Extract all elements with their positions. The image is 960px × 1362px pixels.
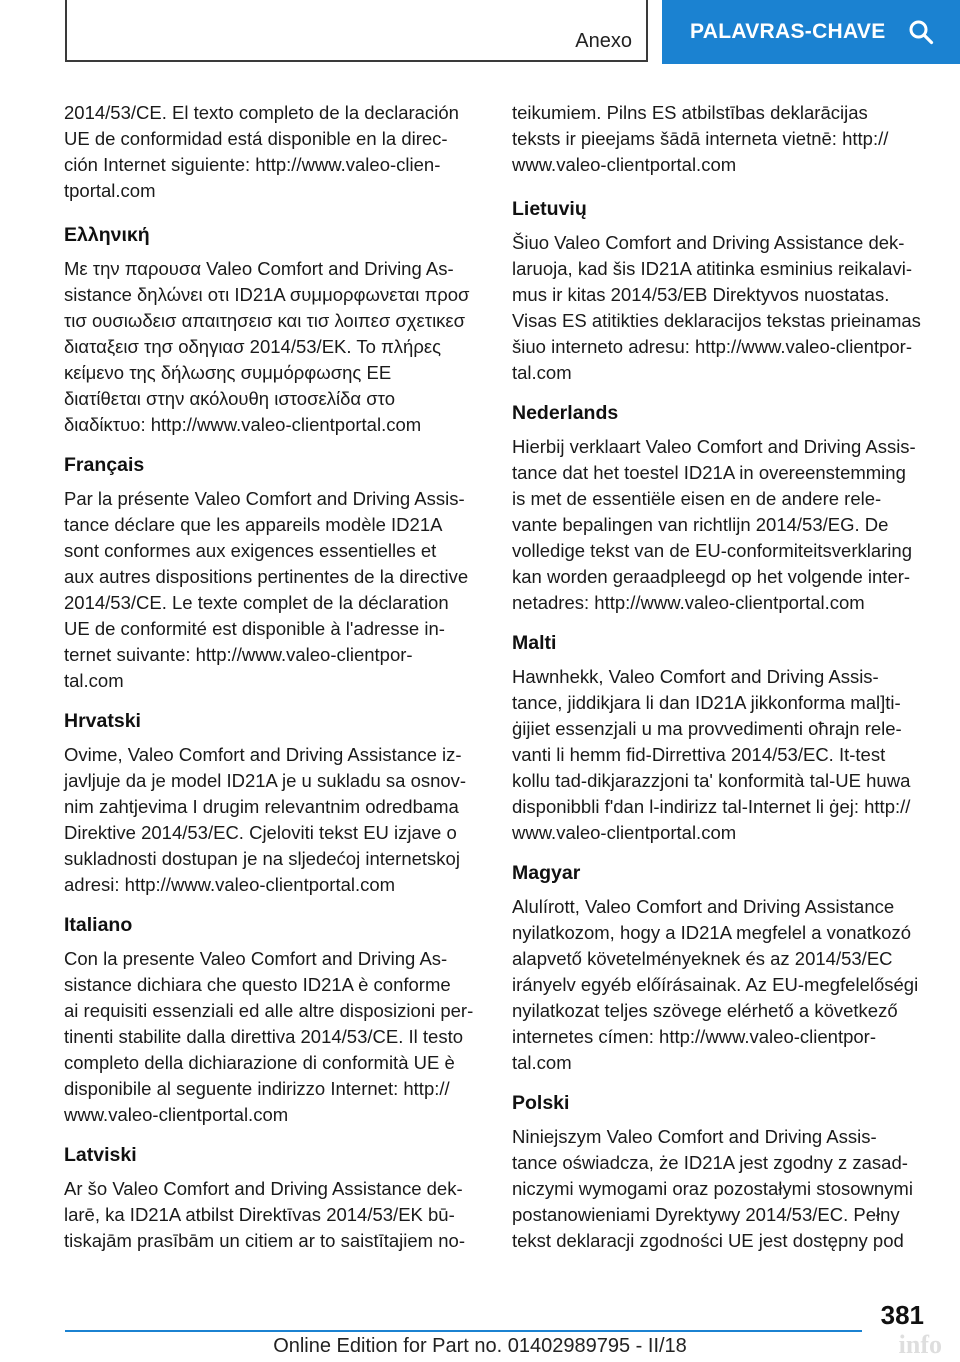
footer-divider: [65, 1330, 862, 1332]
section-text-polish: Niniejszym Valeo Comfort and Driving Assis- tance oświadcza, że ID21A jest zgodny z zasad- niczymi wymogami oraz pozostałymi stosownymi postanowieniami Dyrektywy 2014/53/EC. Pełny tekst deklaracji zgodności UE jest dostępny pod: [512, 1126, 913, 1251]
section-hungarian: [512, 860, 932, 1076]
section-title-croatian: Hrvatski: [64, 710, 141, 732]
section-text-maltese: Hawnhekk, Valeo Comfort and Driving Assis- tance, jiddikjara li dan ID21A jikkonforma mal]ti- ġijiet essenzjali u ma provvedimenti oħrajn rele- vanti li hemm fid-Dirrettiva 2014/53/EC. It-test kollu tad-dikjarazzjoni ta' konformità tal-UE huwa disponibbli f'dan l-indirizz tal-Internet li ġej: http:// www.valeo-clientportal.com: [512, 666, 911, 843]
section-text-french: Par la présente Valeo Comfort and Driving Assis- tance déclare que les appareils modèle ID21A sont conformes aux exigences essentielles et aux autres dispositions pertinentes de la directive 2014/53/CE. Le texte complet de la déclaration UE de conformité est disponible à l'adresse in- ternet suivante: http://www.valeo-clientpor- tal.com: [64, 488, 469, 691]
section-dutch: [512, 400, 932, 616]
section-title-latvian: Latviski: [64, 1144, 137, 1166]
section-latvian: [64, 1142, 480, 1254]
section-text-hungarian: Alulírott, Valeo Comfort and Driving Assistance nyilatkozom, hogy a ID21A megfelel a vonatkozó alapvető követelményeknek és az 2014/53/EC irányelv egyéb előírásainak. Az EU-megfelelőségi nyilatkozat teljes szövege elérhető a következő internetes címen: http://www.valeo-clientpor- tal.com: [512, 896, 919, 1073]
section-title-french: Français: [64, 454, 145, 476]
section-title-polish: Polski: [512, 1092, 570, 1114]
section-text-greek: Με την παρουσα Valeo Comfort and Driving As- sistance δηλώνει οτι ID21A συμμορφωνεται προσ τισ ουσιωδεισ απαιτησεισ και τισ λοιπεσ σχετικεσ διαταξεισ τησ οδηγιασ 2014/53/ΕΚ. Το πλήρες κείμενο της δήλωσης συμμόρφωσης ΕΕ διατίθεται στην ακόλουθη ιστοσελίδα στο διαδίκτυο: http://www.valeo-clientportal.com: [64, 258, 470, 435]
section-text-lithuanian: Šiuo Valeo Comfort and Driving Assistance dek- laruoja, kad šis ID21A atitinka esminius reikalavi- mus ir kitas 2014/53/EB Direktyvos nuostatas. Visas ES atitikties deklaracijos tekstas prieinamas šiuo interneto adresu: http://www.valeo-clientpor- tal.com: [512, 232, 921, 383]
section-text-italian: Con la presente Valeo Comfort and Driving As- sistance dichiara che questo ID21A è conforme ai requisiti essenziali ed alle altre disposizioni per- tinenti stabilite dalla direttiva 2014/53/CE. Il testo completo della dichiarazione di conformità UE è disponibile al seguente indirizzo Internet: http:// www.valeo-clientportal.com: [64, 948, 474, 1125]
section-lithuanian: [512, 196, 932, 386]
footer-edition-text: Online Edition for Part no. 01402989795 - II/18: [273, 1335, 687, 1357]
section-polish: [512, 1090, 932, 1254]
left-column: [64, 100, 480, 1268]
right-column: [512, 100, 932, 1268]
header-section-box: [65, 0, 648, 62]
section-text-latvian: Ar šo Valeo Comfort and Driving Assistance dek- larē, ka ID21A atbilst Direktīvas 2014/53/EK bū- tiskajām prasībām un citiem ar to saistītajiem no-: [64, 1178, 465, 1251]
section-french: [64, 452, 480, 694]
section-title-dutch: Nederlands: [512, 402, 619, 424]
watermark-logo: info: [898, 1330, 942, 1359]
section-title-italian: Italiano: [64, 914, 133, 936]
section-label: Anexo: [575, 30, 632, 52]
section-title-lithuanian: Lietuvių: [512, 198, 587, 220]
section-text-croatian: Ovime, Valeo Comfort and Driving Assistance iz- javljuje da je model ID21A je u sukladu sa osnov- nim zahtjevima I drugim relevantnim odredbama Direktive 2014/53/EC. Cjeloviti tekst EU izjave o sukladnosti dostupan je na sljedećoj internetskoj adresi: http://www.valeo-clientportal.com: [64, 744, 467, 895]
section-croatian: [64, 708, 480, 898]
section-text-dutch: Hierbij verklaart Valeo Comfort and Driving Assis- tance dat het toestel ID21A in overeenstemming is met de essentiële eisen en de andere rele- vante bepalingen van richtlijn 2014/53/EG. De volledige tekst van de EU-conformiteitsverklaring kan worden geraadpleegd op het volgende inter- netadres: http://www.valeo-clientportal.com: [512, 436, 916, 613]
section-italian: [64, 912, 480, 1128]
section-title-maltese: Malti: [512, 632, 557, 654]
search-icon: [908, 19, 934, 45]
section-title-hungarian: Magyar: [512, 862, 581, 884]
section-maltese: [512, 630, 932, 846]
left-lead-paragraph: 2014/53/CE. El texto completo de la declaración UE de conformidad está disponible en la direc- ción Internet siguiente: http://www.valeo-clien- tportal.com: [64, 102, 459, 201]
section-greek: [64, 222, 480, 438]
page-number: 381: [880, 1300, 924, 1330]
section-title-greek: Ελληνική: [64, 224, 150, 246]
search-tab[interactable]: [662, 0, 960, 64]
right-lead-paragraph: teikumiem. Pilns ES atbilstības deklarācijas teksts ir pieejams šādā interneta vietnē: http:// www.valeo-clientportal.com: [512, 102, 889, 175]
search-label: PALAVRAS-CHAVE: [690, 20, 886, 43]
